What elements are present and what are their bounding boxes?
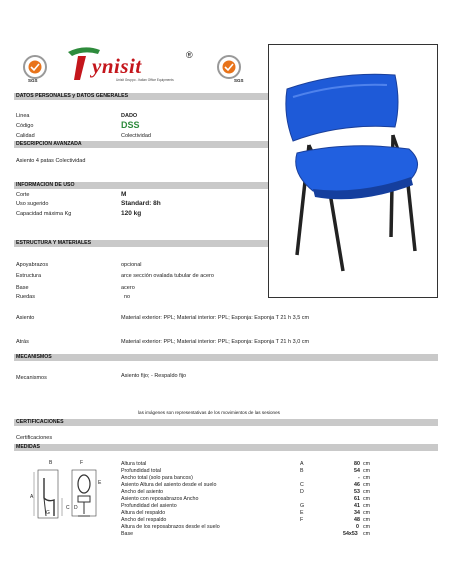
chair-image — [269, 45, 437, 297]
usage-label-2: Capacidad máxima Kg — [16, 211, 72, 217]
measure-code-0: A — [300, 461, 304, 467]
measure-label-4: Ancho del asiento — [121, 489, 164, 495]
measure-unit-1: cm — [363, 468, 371, 474]
measure-unit-4: cm — [363, 489, 371, 495]
structure-label-2: Base — [16, 285, 29, 291]
measure-value-0: 80 — [354, 461, 360, 467]
section-struct-header: ESTRUCTURA Y MATERIALES — [14, 240, 268, 247]
section-cert-header: CERTIFICACIONES — [14, 419, 438, 426]
measure-label-3: Asiento Altura del asiento desde el suelo — [121, 482, 217, 488]
diagram-letter-d: D — [74, 505, 78, 511]
sgs-seal-right-label: SGS — [234, 78, 244, 83]
measure-value-6: 41 — [354, 503, 360, 509]
usage-value-2: 120 kg — [121, 210, 142, 217]
measure-unit-9: cm — [363, 524, 371, 530]
structure-value-1: arce sección ovalada tubular de acero — [121, 273, 214, 279]
measure-unit-2: cm — [363, 475, 371, 481]
structure-label-1: Estructura — [16, 273, 42, 279]
mechanisms-label: Mecanismos — [16, 375, 47, 381]
structure-value-5: Material exterior: PPL; Material interior: PPL; Esponja: Esponja T 21 h 3,0 cm — [121, 339, 310, 345]
diagram-letter-g: G — [46, 510, 50, 516]
measure-value-4: 53 — [354, 489, 360, 495]
measure-unit-10: cm — [363, 531, 371, 537]
measure-label-7: Altura del respaldo — [121, 510, 166, 516]
general-label-0: Linea — [16, 113, 30, 119]
usage-value-0: M — [121, 191, 127, 198]
structure-value-4: Material exterior: PPL; Material interior: PPL; Esponja: Esponja T 21 h 3,5 cm — [121, 315, 310, 321]
structure-label-4: Asiento — [16, 315, 35, 321]
measure-unit-8: cm — [363, 517, 371, 523]
brand-tagline: Unisit Gruppo - Italian Office Equipments — [116, 78, 174, 82]
measurement-diagram — [28, 458, 108, 524]
measure-code-4: D — [300, 489, 304, 495]
structure-label-0: Apoyabrazos — [16, 262, 49, 268]
diagram-letter-c: C — [66, 505, 70, 511]
measure-label-9: Altura de los reposabrazos desde el suelo — [121, 524, 220, 530]
section-measures-header: MEDIDAS — [14, 444, 438, 451]
general-label-2: Calidad — [16, 133, 35, 139]
image-note: las imágenes son representativas de los movimientos de las sesiones — [138, 410, 280, 415]
brand-name: ynisit — [92, 54, 142, 78]
sgs-seal-left-label: SGS — [28, 78, 38, 83]
measure-label-8: Ancho del respaldo — [121, 517, 167, 523]
measure-unit-7: cm — [363, 510, 371, 516]
measure-value-7: 34 — [354, 510, 360, 516]
measure-unit-5: cm — [363, 496, 371, 502]
measure-value-9: 0 — [356, 524, 359, 530]
diagram-letter-a: A — [30, 494, 34, 500]
measure-label-6: Profundidad del asiento — [121, 503, 177, 509]
measure-unit-6: cm — [363, 503, 371, 509]
structure-value-0: opcional — [121, 262, 142, 268]
measure-label-1: Profundidad total — [121, 468, 162, 474]
diagram-letter-e: E — [98, 480, 102, 486]
measure-value-1: 54 — [354, 468, 360, 474]
measure-value-3: 46 — [354, 482, 360, 488]
product-photo — [268, 44, 438, 298]
section-info-header: INFORMACION DE USO — [14, 182, 268, 189]
section-personal-header: DATOS PERSONALES y DATOS GENERALES — [14, 93, 268, 100]
brand-registered: ® — [186, 50, 193, 60]
measure-value-5: 61 — [354, 496, 360, 502]
general-label-1: Código — [16, 123, 34, 129]
general-value-2: Colectividad — [121, 133, 151, 139]
certifications-label: Certificaciones — [16, 435, 53, 441]
measure-code-1: B — [300, 468, 304, 474]
diagram-letter-f: F — [80, 460, 84, 466]
measure-value-8: 48 — [354, 517, 360, 523]
diagram-letter-b: B — [49, 460, 53, 466]
structure-value-3: no — [124, 294, 131, 300]
general-value-1: DSS — [121, 120, 140, 130]
measure-unit-0: cm — [363, 461, 371, 467]
measure-label-10: Base — [121, 531, 134, 537]
measure-label-5: Asiento con reposabrazos Ancho — [121, 496, 199, 502]
structure-value-2: acero — [121, 285, 135, 291]
usage-label-0: Corte — [16, 192, 30, 198]
measure-code-6: G — [300, 503, 305, 509]
section-mech-header: MECANISMOS — [14, 354, 438, 361]
measure-unit-3: cm — [363, 482, 371, 488]
usage-label-1: Uso sugerido — [16, 201, 49, 207]
measure-code-3: C — [300, 482, 304, 488]
description-text: Asiento 4 patas Colectividad — [16, 158, 86, 164]
measure-code-7: E — [300, 510, 304, 516]
general-value-0: DADO — [121, 113, 138, 119]
section-desc-header: DESCRIPCION AVANZADA — [14, 141, 268, 148]
measure-value-2: - — [358, 475, 360, 481]
measure-label-0: Altura total — [121, 461, 147, 467]
measure-label-2: Ancho total (solo para bancos) — [121, 475, 193, 481]
mechanisms-value: Asiento fijo; - Respaldo fijo — [121, 373, 187, 379]
measure-value-10: 54x53 — [343, 531, 358, 537]
structure-label-3: Ruedas — [16, 294, 35, 300]
measure-code-8: F — [300, 517, 304, 523]
usage-value-1: Standard: 8h — [121, 200, 161, 207]
structure-label-5: Atrás — [16, 339, 29, 345]
